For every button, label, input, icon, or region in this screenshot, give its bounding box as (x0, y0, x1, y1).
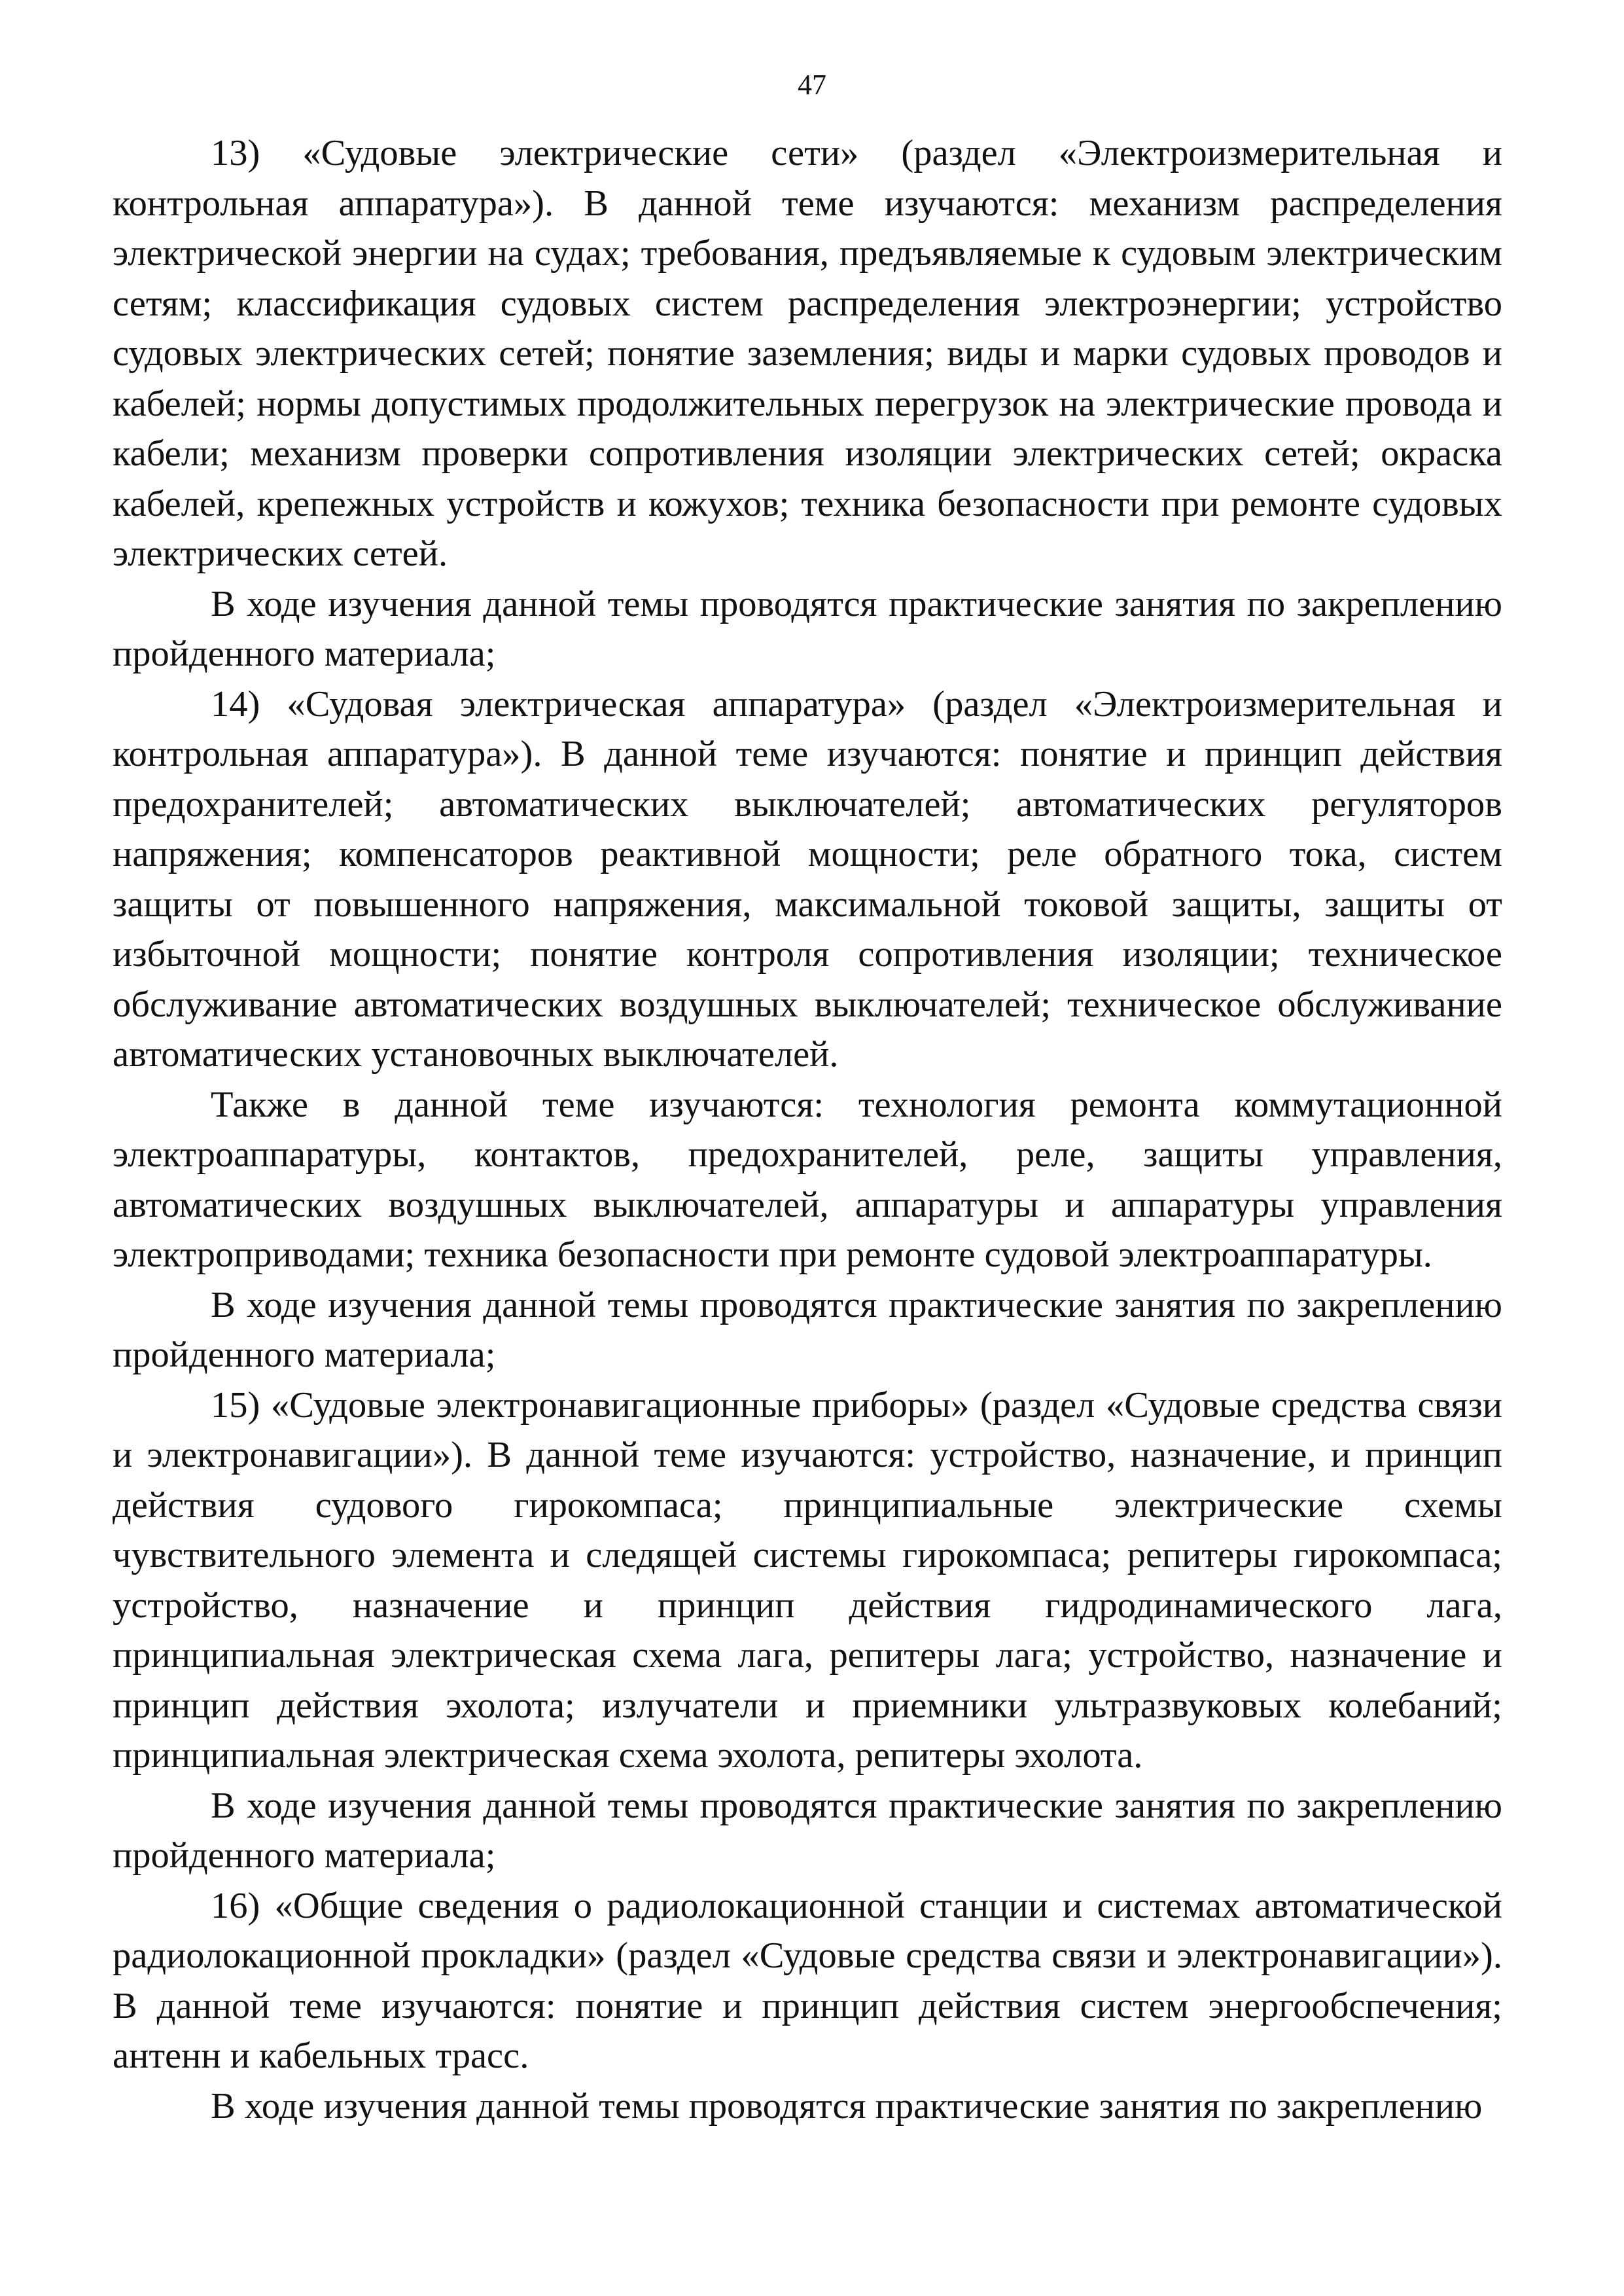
paragraph-topic-13: 13) «Судовые электрические сети» (раздел «Электроизмерительная и контрольная аппаратура»). В данной теме изучаются: механизм распределения электрической энергии на судах; требования, предъявляемые к судовым электрическим сетям; классификация судовых систем распределения электроэнергии; устройство судовых электрических сетей; понятие заземления; виды и марки судовых проводов и кабелей; нормы допустимых продолжительных перегрузок на электрические провода и кабели; механизм проверки сопротивления изоляции электрических сетей; окраска кабелей, крепежных устройств и кожухов; техника безопасности при ремонте судовых электрических сетей. (113, 133, 1502, 574)
page-number: 47 (798, 69, 826, 101)
paragraph-practice-note: В ходе изучения данной темы проводятся практические занятия по закреплению пройденного материала; (113, 1284, 1502, 1375)
paragraph-practice-note: В ходе изучения данной темы проводятся практические занятия по закреплению пройденного материала; (113, 1785, 1502, 1876)
paragraph-topic-14-continued: Также в данной теме изучаются: технология ремонта коммутационной электроаппаратуры, контактов, предохранителей, реле, защиты управления, автоматических воздушных выключателей, аппаратуры и аппаратуры управления электроприводами; техника безопасности при ремонте судовой электроаппаратуры. (113, 1084, 1502, 1275)
paragraph-practice-note-truncated: В ходе изучения данной темы проводятся практические занятия по закреплению (211, 2085, 1483, 2126)
paragraph-topic-14: 14) «Судовая электрическая аппаратура» (раздел «Электроизмерительная и контрольная аппаратура»). В данной теме изучаются: понятие и принцип действия предохранителей; автоматических выключателей; автоматических регуляторов напряжения; компенсаторов реактивной мощности; реле обратного тока, систем защиты от повышенного напряжения, максимальной токовой защиты, защиты от избыточной мощности; понятие контроля сопротивления изоляции; техническое обслуживание автоматических воздушных выключателей; техническое обслуживание автоматических установочных выключателей. (113, 683, 1502, 1075)
paragraph-practice-note: В ходе изучения данной темы проводятся практические занятия по закреплению пройденного материала; (113, 583, 1502, 674)
paragraph-topic-15: 15) «Судовые электронавигационные приборы» (раздел «Судовые средства связи и электронавигации»). В данной теме изучаются: устройство, назначение, и принцип действия судового гирокомпаса; принципиальные электрические схемы чувствительного элемента и следящей системы гирокомпаса; репитеры гирокомпаса; устройство, назначение и принцип действия гидродинамического лага, принципиальная электрическая схема лага, репитеры лага; устройство, назначение и принцип действия эхолота; излучатели и приемники ультразвуковых колебаний; принципиальная электрическая схема эхолота, репитеры эхолота. (113, 1384, 1502, 1776)
document-body (113, 128, 1502, 2131)
paragraph-topic-16: 16) «Общие сведения о радиолокационной станции и системах автоматической радиолокационной прокладки» (раздел «Судовые средства связи и электронавигации»). В данной теме изучаются: понятие и принцип действия систем энергообспечения; антенн и кабельных трасс. (113, 1885, 1502, 2076)
